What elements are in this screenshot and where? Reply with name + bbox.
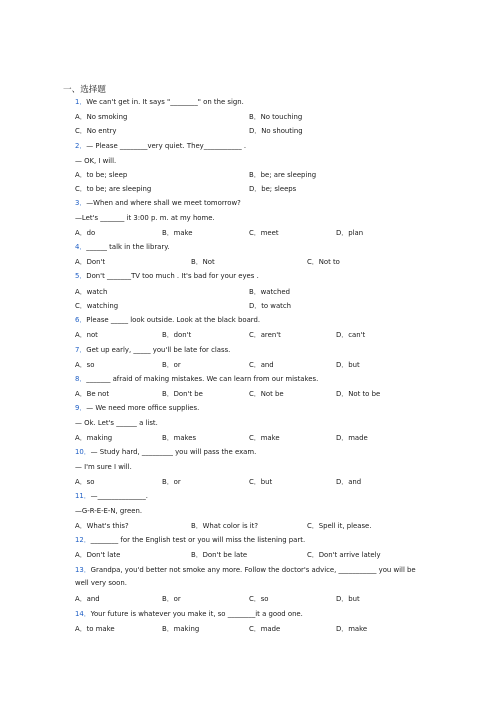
option-d: D．make: [336, 625, 368, 633]
question-number: 7．: [75, 346, 87, 354]
question-number: 13．: [75, 566, 91, 574]
dialogue-line: — Ok. Let's ______ a list.: [75, 419, 158, 427]
option-c: C．to be; are sleeping: [75, 185, 152, 193]
option-c: C．so: [249, 595, 269, 603]
question-number: 4．: [75, 243, 87, 251]
option-b: B．Don't be late: [191, 551, 248, 559]
option-a: A．watch: [75, 288, 108, 296]
question-14: [75, 610, 303, 619]
option-b: B．don't: [162, 331, 192, 339]
question-text: — Study hard, _________ you will pass the exam.: [90, 448, 257, 456]
option-c: C．Don't arrive lately: [307, 551, 381, 559]
option-b: B．watched: [249, 288, 290, 296]
option-c: C．Spell it, please.: [307, 522, 372, 530]
option-b: B．Don't be: [162, 390, 203, 398]
question-13: [75, 564, 423, 590]
question-number: 9．: [75, 404, 87, 412]
option-a: A．and: [75, 595, 100, 603]
option-d: D．Not to be: [336, 390, 381, 398]
option-c: C．No entry: [75, 127, 117, 135]
question-text: — We need more office supplies.: [86, 404, 200, 412]
question-1: [75, 98, 244, 107]
option-c: C．aren't: [249, 331, 281, 339]
option-b: B．or: [162, 595, 181, 603]
question-2: [75, 142, 246, 151]
question-number: 12．: [75, 536, 91, 544]
question-text: Grandpa, you'd better not smoke any more. Follow the doctor's advice, ___________ you will be well very soon.: [75, 566, 416, 587]
question-text: ______ talk in the library.: [86, 243, 170, 251]
question-number: 6．: [75, 316, 87, 324]
question-3: [75, 199, 241, 208]
question-number: 10．: [75, 448, 91, 456]
question-number: 2．: [75, 142, 87, 150]
question-number: 5．: [75, 272, 87, 280]
question-number: 14．: [75, 610, 91, 618]
option-c: C．but: [249, 478, 273, 486]
option-b: B．What color is it?: [191, 522, 259, 530]
question-9: [75, 404, 199, 413]
question-7: [75, 346, 230, 355]
question-8: [75, 375, 318, 384]
option-b: B．Not: [191, 258, 215, 266]
option-a: A．to make: [75, 625, 115, 633]
option-d: D．made: [336, 434, 368, 442]
option-a: A．No smoking: [75, 113, 128, 121]
dialogue-line: —G-R-E-E-N, green.: [75, 507, 143, 515]
question-10: [75, 448, 256, 457]
question-text: Please _____ look outside. Look at the black board.: [86, 316, 261, 324]
option-c: C．make: [249, 434, 280, 442]
option-c: C．and: [249, 361, 274, 369]
option-b: B．make: [162, 229, 193, 237]
option-a: A．to be; sleep: [75, 171, 128, 179]
option-d: D．and: [336, 478, 362, 486]
option-b: B．No touching: [249, 113, 303, 121]
option-a: A．so: [75, 478, 95, 486]
question-text: — Please ________very quiet. They___________ .: [86, 142, 247, 150]
option-d: D．but: [336, 361, 360, 369]
question-text: _______ afraid of making mistakes. We can learn from our mistakes.: [86, 375, 319, 383]
question-number: 11．: [75, 492, 91, 500]
question-number: 1．: [75, 98, 87, 106]
dialogue-line: — I'm sure I will.: [75, 463, 132, 471]
dialogue-line: — OK, I will.: [75, 157, 117, 165]
question-text: ________ for the English test or you will miss the listening part.: [90, 536, 306, 544]
question-number: 8．: [75, 375, 87, 383]
option-c: C．Not to: [307, 258, 340, 266]
option-a: A．Don't late: [75, 551, 121, 559]
option-d: D．can't: [336, 331, 366, 339]
section-title: 一、选择题: [63, 85, 106, 95]
question-text: —When and where shall we meet tomorrow?: [86, 199, 241, 207]
option-a: A．making: [75, 434, 113, 442]
option-a: A．do: [75, 229, 96, 237]
dialogue-line: —Let's _______ it 3:00 p. m. at my home.: [75, 214, 215, 222]
question-5: [75, 272, 259, 281]
option-d: D．No shouting: [249, 127, 303, 135]
option-b: B．be; are sleeping: [249, 171, 317, 179]
option-c: C．made: [249, 625, 281, 633]
option-d: D．plan: [336, 229, 364, 237]
option-a: A．not: [75, 331, 98, 339]
question-text: —______________.: [90, 492, 148, 500]
option-b: B．making: [162, 625, 200, 633]
option-b: B．makes: [162, 434, 197, 442]
option-d: D．to watch: [249, 302, 292, 310]
option-d: D．be; sleeps: [249, 185, 297, 193]
question-text: Don't _______TV too much . It's bad for your eyes .: [86, 272, 259, 280]
question-number: 3．: [75, 199, 87, 207]
question-6: [75, 316, 260, 325]
option-c: C．meet: [249, 229, 279, 237]
question-text: Get up early, _____ you'll be late for class.: [86, 346, 231, 354]
option-a: A．Don't: [75, 258, 106, 266]
question-4: [75, 243, 170, 252]
question-11: [75, 492, 148, 501]
option-b: B．or: [162, 478, 181, 486]
question-text: We can't get in. It says "________" on the sign.: [86, 98, 244, 106]
option-c: C．Not be: [249, 390, 284, 398]
question-text: Your future is whatever you make it, so ________it a good one.: [90, 610, 303, 618]
option-d: D．but: [336, 595, 360, 603]
option-a: A．What's this?: [75, 522, 129, 530]
option-a: A．Be not: [75, 390, 110, 398]
option-b: B．or: [162, 361, 181, 369]
option-a: A．so: [75, 361, 95, 369]
option-c: C．watching: [75, 302, 119, 310]
question-12: [75, 536, 305, 545]
